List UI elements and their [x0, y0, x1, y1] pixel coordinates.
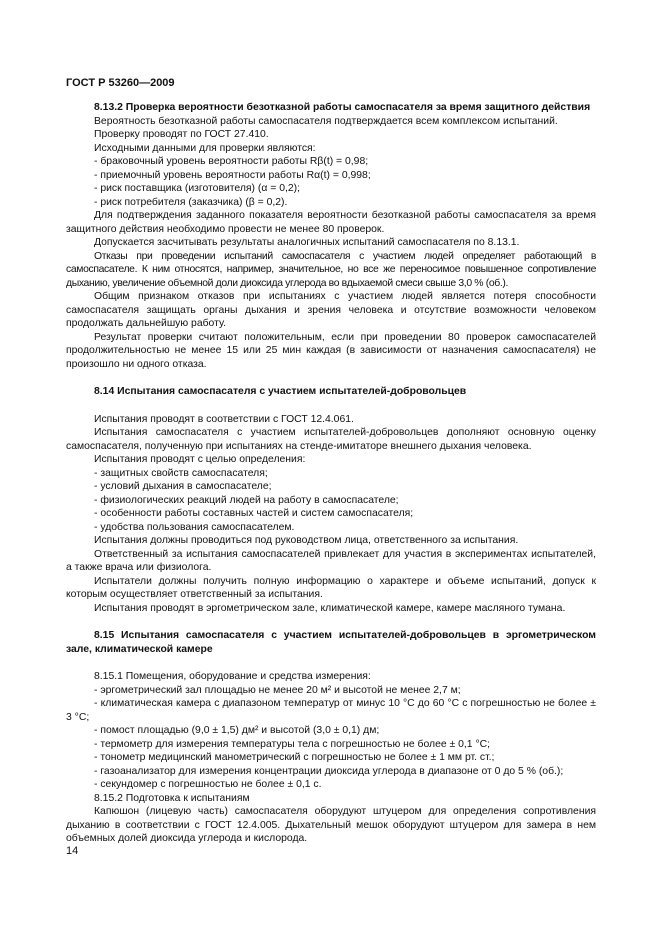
paragraph: Вероятность безотказной работы самоспасателя подтверждается всем комплексом испытаний.	[94, 115, 558, 127]
page-number: 14	[66, 845, 79, 857]
paragraph: 8.15.2 Подготовка к испытаниям	[94, 792, 250, 804]
paragraph: Испытания должны проводиться под руководством лица, ответственного за испытания.	[94, 535, 519, 546]
paragraph: Испытания проводят в соответствии с ГОСТ 12.4.061.	[94, 413, 354, 425]
paragraph: - защитных свойств самоспасателя;	[94, 467, 268, 479]
paragraph: - тонометр медицинский манометрический с погрешностью не более ± 1 мм рт. ст.;	[94, 752, 495, 763]
paragraph: Результат проверки считают положительным, если при проведении 80 проверок самоспасателей продолжительностью не менее 15 или 25 мин каждая (в зависимости от назначения самоспасателя) не произошло ни одного отказа.	[66, 331, 596, 370]
paragraph: Капюшон (лицевую часть) самоспасателя оборудуют штуцером для определения сопротивления дыханию в соответствии с ГОСТ 12.4.005. Дыхательный мешок оборудуют штуцером для замера в нем объемных долей диоксида углерода и кислорода.	[66, 806, 596, 844]
paragraph: - риск поставщика (изготовителя) (α = 0,2);	[94, 183, 300, 194]
paragraph: - удобства пользования самоспасателем.	[94, 521, 295, 533]
document-body	[66, 101, 596, 846]
section-heading: 8.14 Испытания самоспасателя с участием испытателей-добровольцев	[94, 386, 467, 397]
paragraph: Ответственный за испытания самоспасателей привлекает для участия в экспериментах испытателей, а также врача или физиолога.	[66, 548, 596, 573]
paragraph: Испытатели должны получить полную информацию о характере и объеме испытаний, допуск к которым осуществляет ответственный за испытания.	[66, 575, 596, 600]
paragraph: - секундомер с погрешностью не более ± 0,1 с.	[94, 779, 322, 790]
paragraph: - эргометрический зал площадью не менее 20 м² и высотой не менее 2,7 м;	[94, 684, 461, 696]
paragraph: - риск потребителя (заказчика) (β = 0,2).	[94, 196, 288, 208]
paragraph: Проверку проводят по ГОСТ 27.410.	[94, 129, 269, 140]
paragraph: - физиологических реакций людей на работу в самоспасателе;	[94, 494, 399, 506]
paragraph: Испытания самоспасателя с участием испытателей-добровольцев дополняют основную оценку самоспасателя, полученную при испытаниях на стенде-имитаторе внешнего дыхания человека.	[66, 427, 596, 452]
paragraph: - приемочный уровень вероятности работы Rα(t) = 0,998;	[94, 169, 371, 181]
paragraph: Для подтверждения заданного показателя вероятности безотказной работы самоспасателя за время защитного действия необходимо провести не менее 80 проверок.	[66, 210, 596, 235]
paragraph: Испытания проводят с целью определения:	[94, 454, 306, 465]
paragraph: Испытания проводят в эргометрическом зале, климатической камере, камере масляного тумана.	[94, 602, 566, 614]
paragraph: Отказы при проведении испытаний самоспасателя с участием людей определяет работающий в самоспасателе. К ним относятся, например, значительное, но все же переносимое повышенное сопротивление дыханию, увеличение объемной доли диоксида углерода во вдыхаемой смеси свыше 3,0 % (об.).	[66, 250, 596, 289]
paragraph: Общим признаком отказов при испытаниях с участием людей является потеря способности самоспасателя защищать органы дыхания и зрения человека и отсутствие возможности человеком продолжать дальнейшую работу.	[66, 291, 596, 329]
paragraph: Допускается засчитывать результаты аналогичных испытаний самоспасателя по 8.13.1.	[94, 237, 520, 248]
paragraph: - условий дыхания в самоспасателе;	[94, 481, 272, 492]
paragraph: - особенности работы составных частей и систем самоспасателя;	[94, 508, 414, 519]
paragraph: - браковочный уровень вероятности работы Rβ(t) = 0,98;	[94, 156, 369, 167]
document-header: ГОСТ Р 53260—2009	[66, 77, 175, 89]
paragraph: - климатическая камера с диапазоном температур от минус 10 °С до 60 °С с погрешностью не более ± 3 °С;	[66, 698, 596, 723]
section-heading: 8.15 Испытания самоспасателя с участием испытателей-добровольцев в эргометрическом зале, климатической камере	[66, 630, 596, 655]
paragraph: - газоанализатор для измерения концентрации диоксида углерода в диапазоне от 0 до 5 % (об.);	[94, 765, 564, 777]
paragraph: Исходными данными для проверки являются:	[94, 142, 316, 154]
paragraph: 8.15.1 Помещения, оборудование и средства измерения:	[94, 671, 371, 682]
paragraph: - термометр для измерения температуры тела с погрешностью не более ± 0,1 °С;	[94, 738, 491, 750]
paragraph: - помост площадью (9,0 ± 1,5) дм² и высотой (3,0 ± 0,1) дм;	[94, 725, 380, 736]
section-heading: 8.13.2 Проверка вероятности безотказной работы самоспасателя за время защитного действия	[94, 102, 591, 113]
